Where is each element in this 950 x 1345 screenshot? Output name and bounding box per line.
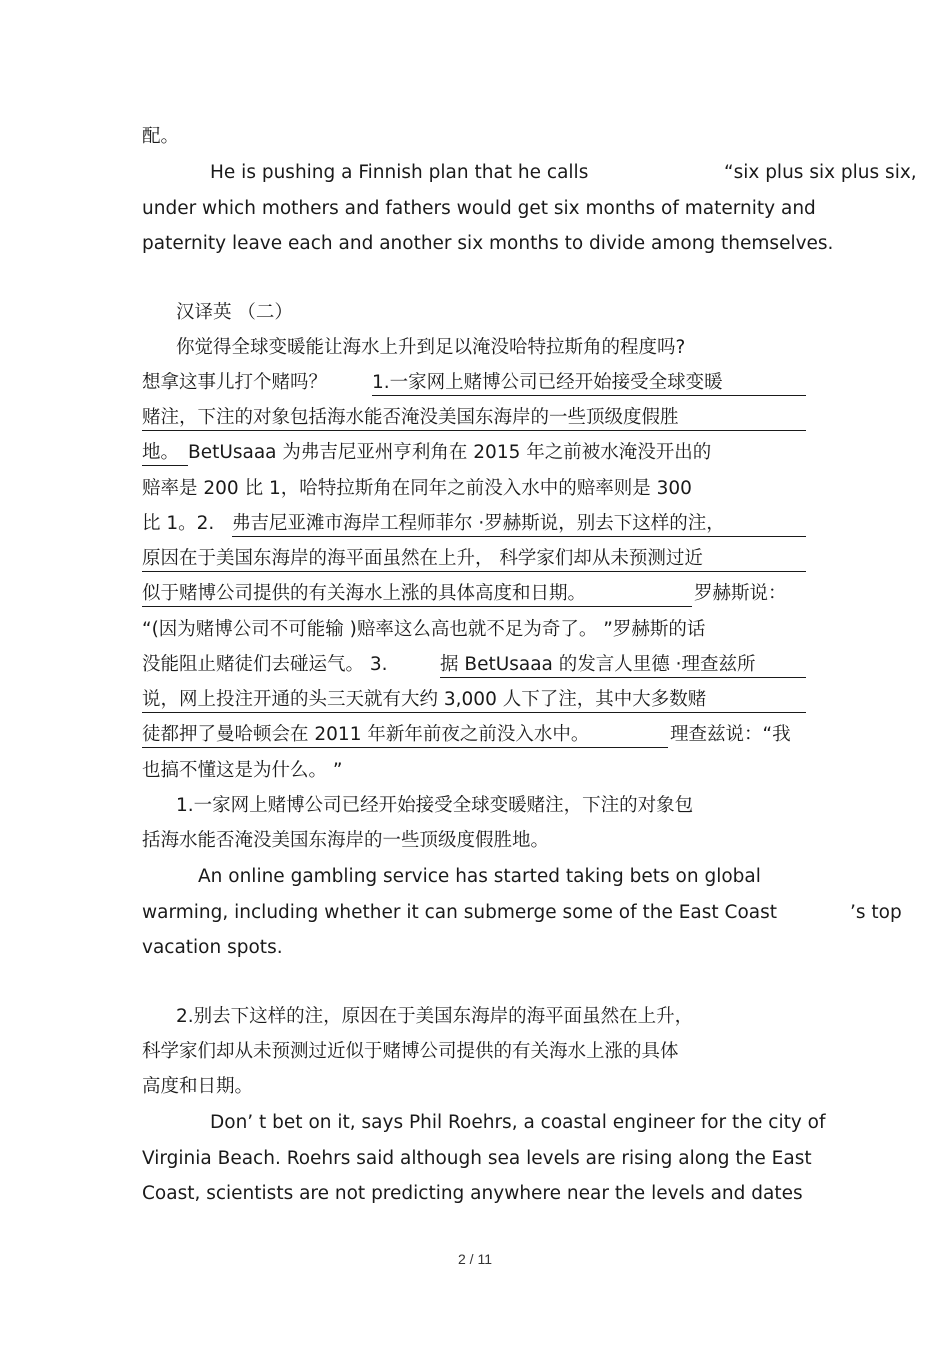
text-line: 科学家们却从未预测过近似于赌博公司提供的有关海水上涨的具体 [142,1041,679,1062]
underlined-sentence: 地。 [142,441,188,466]
text-line: Don’ t bet on it, says Phil Roehrs, a coastal engineer for the city of [210,1112,826,1133]
text-line: “six plus six plus six, [724,162,917,183]
underlined-sentence: 原因在于美国东海岸的海平面虽然在上升， 科学家们却从未预测过近 [142,547,806,572]
text-line: 2.别去下这样的注，原因在于美国东海岸的海平面虽然在上升， [176,1006,694,1027]
text-line: Virginia Beach. Roehrs said although sea levels are rising along the East [142,1148,812,1169]
text-line: Coast, scientists are not predicting anywhere near the levels and dates [142,1183,803,1204]
text-line: 括海水能否淹没美国东海岸的一些顶级度假胜地。 [142,830,550,851]
underlined-sentence: 说，网上投注开通的头三天就有大约 3,000 人下了注，其中大多数赌 [142,688,806,713]
underlined-sentence: 弗吉尼亚滩市海岸工程师菲尔 ·罗赫斯说，别去下这样的注， [232,512,806,537]
underlined-sentence: 1.一家网上赌博公司已经开始接受全球变暖 [372,371,806,396]
underlined-sentence: 赌注，下注的对象包括海水能否淹没美国东海岸的一些顶级度假胜 [142,406,806,431]
text-line: vacation spots. [142,937,283,958]
text-line: under which mothers and fathers would get six months of maternity and [142,198,816,219]
text-line: BetUsaaa 为弗吉尼亚州亨利角在 2015 年之前被水淹没开出的 [188,442,712,463]
text-line: 也搞不懂这是为什么。 ” [142,760,343,781]
underlined-sentence: 似于赌博公司提供的有关海水上涨的具体高度和日期。 [142,582,692,607]
text-line: warming, including whether it can submerge some of the East Coast [142,902,777,923]
section-heading: 汉译英 （二） [176,302,293,323]
text-line: paternity leave each and another six months to divide among themselves. [142,233,834,254]
text-line: 配。 [142,126,180,147]
text-line: ’s top [850,902,902,923]
text-line: 高度和日期。 [142,1076,254,1097]
text-line: 想拿这事儿打个赌吗？ [142,372,328,393]
text-line: 没能阻止赌徒们去碰运气。 3. [142,654,388,675]
text-line: 1.一家网上赌博公司已经开始接受全球变暖赌注，下注的对象包 [176,795,694,816]
text-line: “(因为赌博公司不可能输 )赔率这么高也就不足为奇了。 ”罗赫斯的话 [142,619,706,640]
page-number: 2 / 11 [458,1251,492,1267]
text-line: 理查兹说：“我 [670,724,791,745]
underlined-sentence: 据 BetUsaaa 的发言人里德 ·理查兹所 [440,653,806,678]
text-line: An online gambling service has started taking bets on global [198,866,761,887]
text-line: 你觉得全球变暖能让海水上升到足以淹没哈特拉斯角的程度吗? [176,337,686,358]
text-line: 比 1。2. [142,513,215,534]
text-line: He is pushing a Finnish plan that he calls [210,162,589,183]
underlined-sentence: 徒都押了曼哈顿会在 2011 年新年前夜之前没入水中。 [142,723,668,748]
text-line: 罗赫斯说： [694,583,787,604]
text-line: 赔率是 200 比 1，哈特拉斯角在同年之前没入水中的赔率则是 300 [142,478,692,499]
